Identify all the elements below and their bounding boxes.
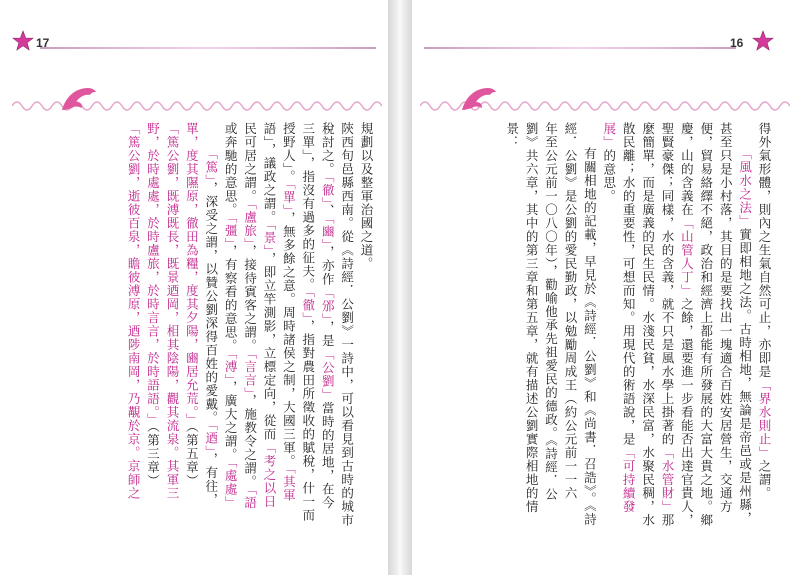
paragraph: 陝西旬邑縣西南。從《詩經．公劉》一詩中，可以看見到古時的城市 [339, 122, 355, 527]
paragraph: 年至公元前一〇八〇年），勸喻他承先祖愛民的德政。《詩經．公 [543, 122, 559, 501]
dolphin-icon [58, 82, 98, 116]
paragraph: 民可居之謂。「盧旅」，接待賓客之謂。「言言」，施教令之謂。「語 [242, 122, 258, 510]
paragraph: 三單」，指沒有過多的征夫。「徹」，指對農田所徵收的賦稅，什一而 [300, 122, 316, 522]
dolphin-icon [458, 82, 498, 116]
paragraph: 聖賢豪傑；同樣，水的含義，就不只是風水學上掛著的「水管財」那 [659, 122, 675, 527]
paragraph: 野，於時處處，於時盧旅，於時言言，於時語語。」（第三章） [145, 122, 161, 488]
left-page [0, 0, 388, 575]
left-body [24, 122, 376, 562]
paragraph: 授野人」。「單」，無多餘之意。周時諸侯之制，大國三軍。「其軍 [281, 122, 297, 502]
paragraph: 規劃以及整軍治國之道。 [359, 122, 374, 271]
paragraph: 展」的意思。 [601, 122, 617, 203]
paragraph: 麼簡單，而是廣義的民生民情。水淺民貧，水深民富，水聚民稠，水 [640, 122, 656, 527]
paragraph: 稅討之。「徹」、「豳」，亦作「邠」，是「公劉」當時的居地，在今 [320, 122, 336, 510]
paragraph: 經．公劉》是公劉的愛民勤政，以勉勵周成王（約公元前一一六 [562, 122, 578, 500]
paragraph: 便，貿易絡繹不絕，政治和經濟上都能有所發展的大富大貴之地。鄉 [698, 122, 714, 527]
paragraph: 單，度其隰原，徹田為糧，度其夕陽，豳居允荒。」（第五章） [184, 122, 200, 488]
star-icon [12, 30, 34, 52]
right-body [456, 122, 774, 562]
paragraph: 甚至只是小村落，其目的是要找出一塊適合百姓安居營生，交通方 [718, 122, 734, 514]
header-rule [424, 47, 736, 49]
page-number: 17 [36, 36, 50, 50]
header-rule [40, 47, 376, 49]
paragraph: 「風水之法」實即相地之法。古時相地，無論是帝邑或是州縣， [737, 147, 753, 525]
paragraph: 「篤公劉，既溥既長，既景迺岡，相其陰陽，觀其流泉。其軍三 [164, 122, 180, 500]
paragraph: 語」，議政之謂。「景」，即立竿測影，立標定向，從而「考之以日 [261, 122, 277, 509]
page-number: 16 [730, 36, 744, 50]
paragraph: 有關相地的記載，早見於《詩經．公劉》和《尚書．召誥》。《詩 [582, 147, 598, 526]
paragraph: 「篤」，深受之謂，以贊公劉深得百姓的愛戴。「迺」，有往， [203, 147, 219, 507]
paragraph: 「篤公劉，逝彼百泉，瞻彼溥原，迺陟南岡，乃覯於京。京師之 [126, 122, 142, 500]
right-page [412, 0, 800, 575]
book-gutter [388, 0, 412, 575]
star-icon [752, 30, 774, 52]
paragraph: 或奔馳的意思。「彊」，有察看的意思。「溥」，廣大之謂。「處處」 [223, 122, 239, 510]
paragraph: 劉》共六章，其中的第三章和第五章，就有描述公劉實際相地的情 [524, 122, 540, 514]
paragraph: 得外氣形體，則內之生氣自然可止，亦即是「界水則止」之謂。 [757, 122, 772, 500]
paragraph: 慶，山的含義在「山管人丁」之餘，還要進一步看能否出達官貴人， [679, 122, 695, 527]
paragraph: 景： [504, 122, 520, 149]
paragraph: 散民離；水的重要性，可想而知。用現代的術語說，是「可持續發 [621, 122, 637, 514]
